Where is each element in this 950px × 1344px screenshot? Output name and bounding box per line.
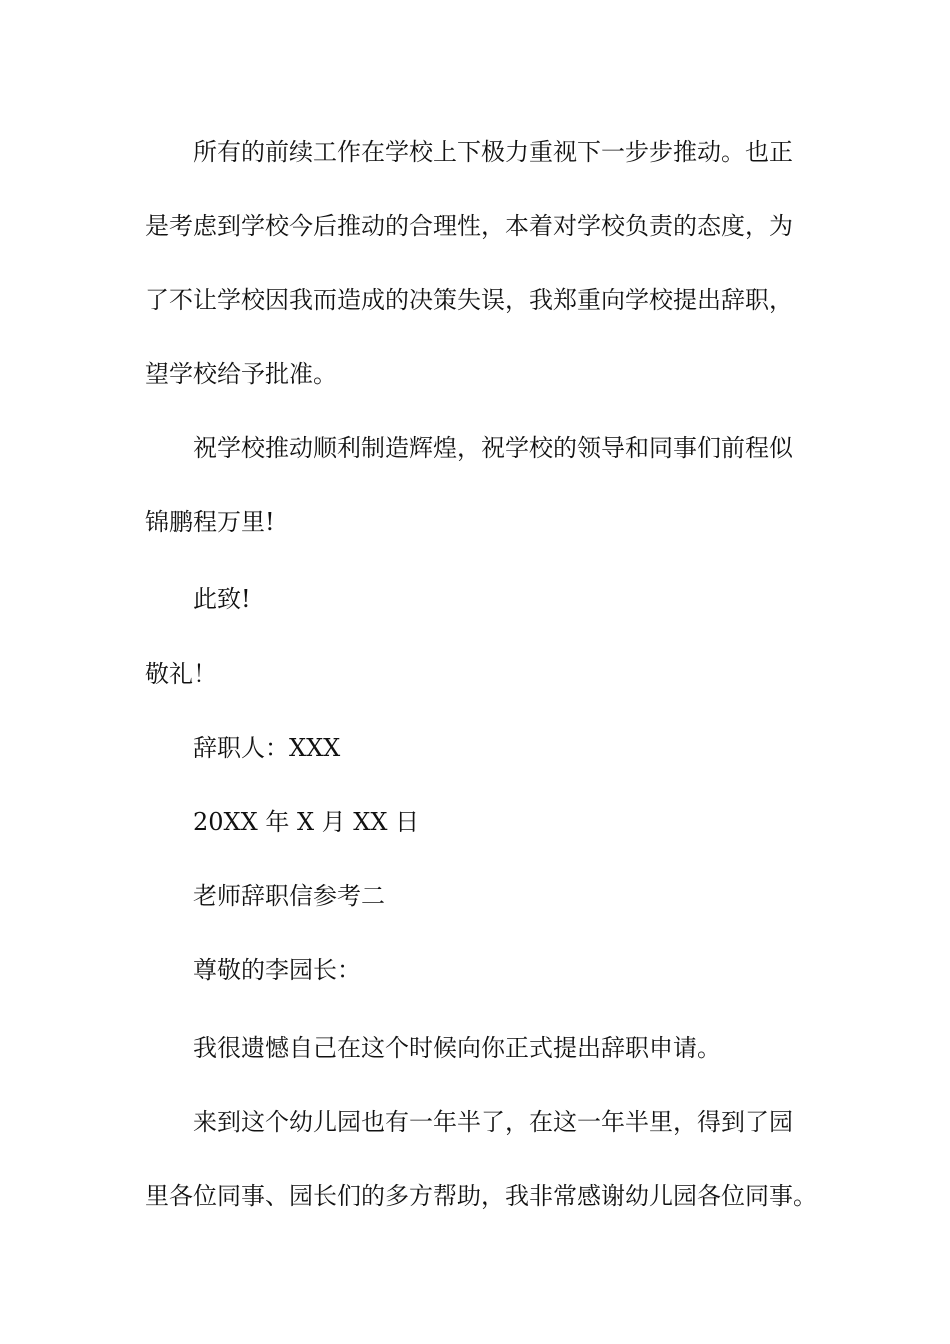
- paragraph-line: 来到这个幼儿园也有一年半了，在这一年半里，得到了园: [193, 1108, 793, 1136]
- greeting-line: 尊敬的李园长：: [193, 956, 361, 984]
- date-line: 20XX 年 X 月 XX 日: [193, 808, 420, 836]
- paragraph-line: 所有的前续工作在学校上下极力重视下一步步推动。也正: [193, 138, 793, 166]
- signatory-line: 辞职人：XXX: [193, 734, 341, 762]
- section-heading: 老师辞职信参考二: [193, 882, 385, 910]
- paragraph-line: 锦鹏程万里!: [145, 508, 275, 536]
- paragraph-line: 祝学校推动顺利制造辉煌，祝学校的领导和同事们前程似: [193, 434, 793, 462]
- paragraph-line: 了不让学校因我而造成的决策失误，我郑重向学校提出辞职，: [145, 286, 793, 314]
- salutation-closing: 敬礼！: [145, 660, 217, 688]
- paragraph-line: 里各位同事、园长们的多方帮助，我非常感谢幼儿园各位同事。: [145, 1182, 817, 1210]
- paragraph-line: 望学校给予批准。: [145, 360, 337, 388]
- paragraph-line: 是考虑到学校今后推动的合理性，本着对学校负责的态度，为: [145, 212, 793, 240]
- paragraph-line: 我很遗憾自己在这个时候向你正式提出辞职申请。: [193, 1034, 721, 1062]
- closing-phrase: 此致!: [193, 585, 251, 613]
